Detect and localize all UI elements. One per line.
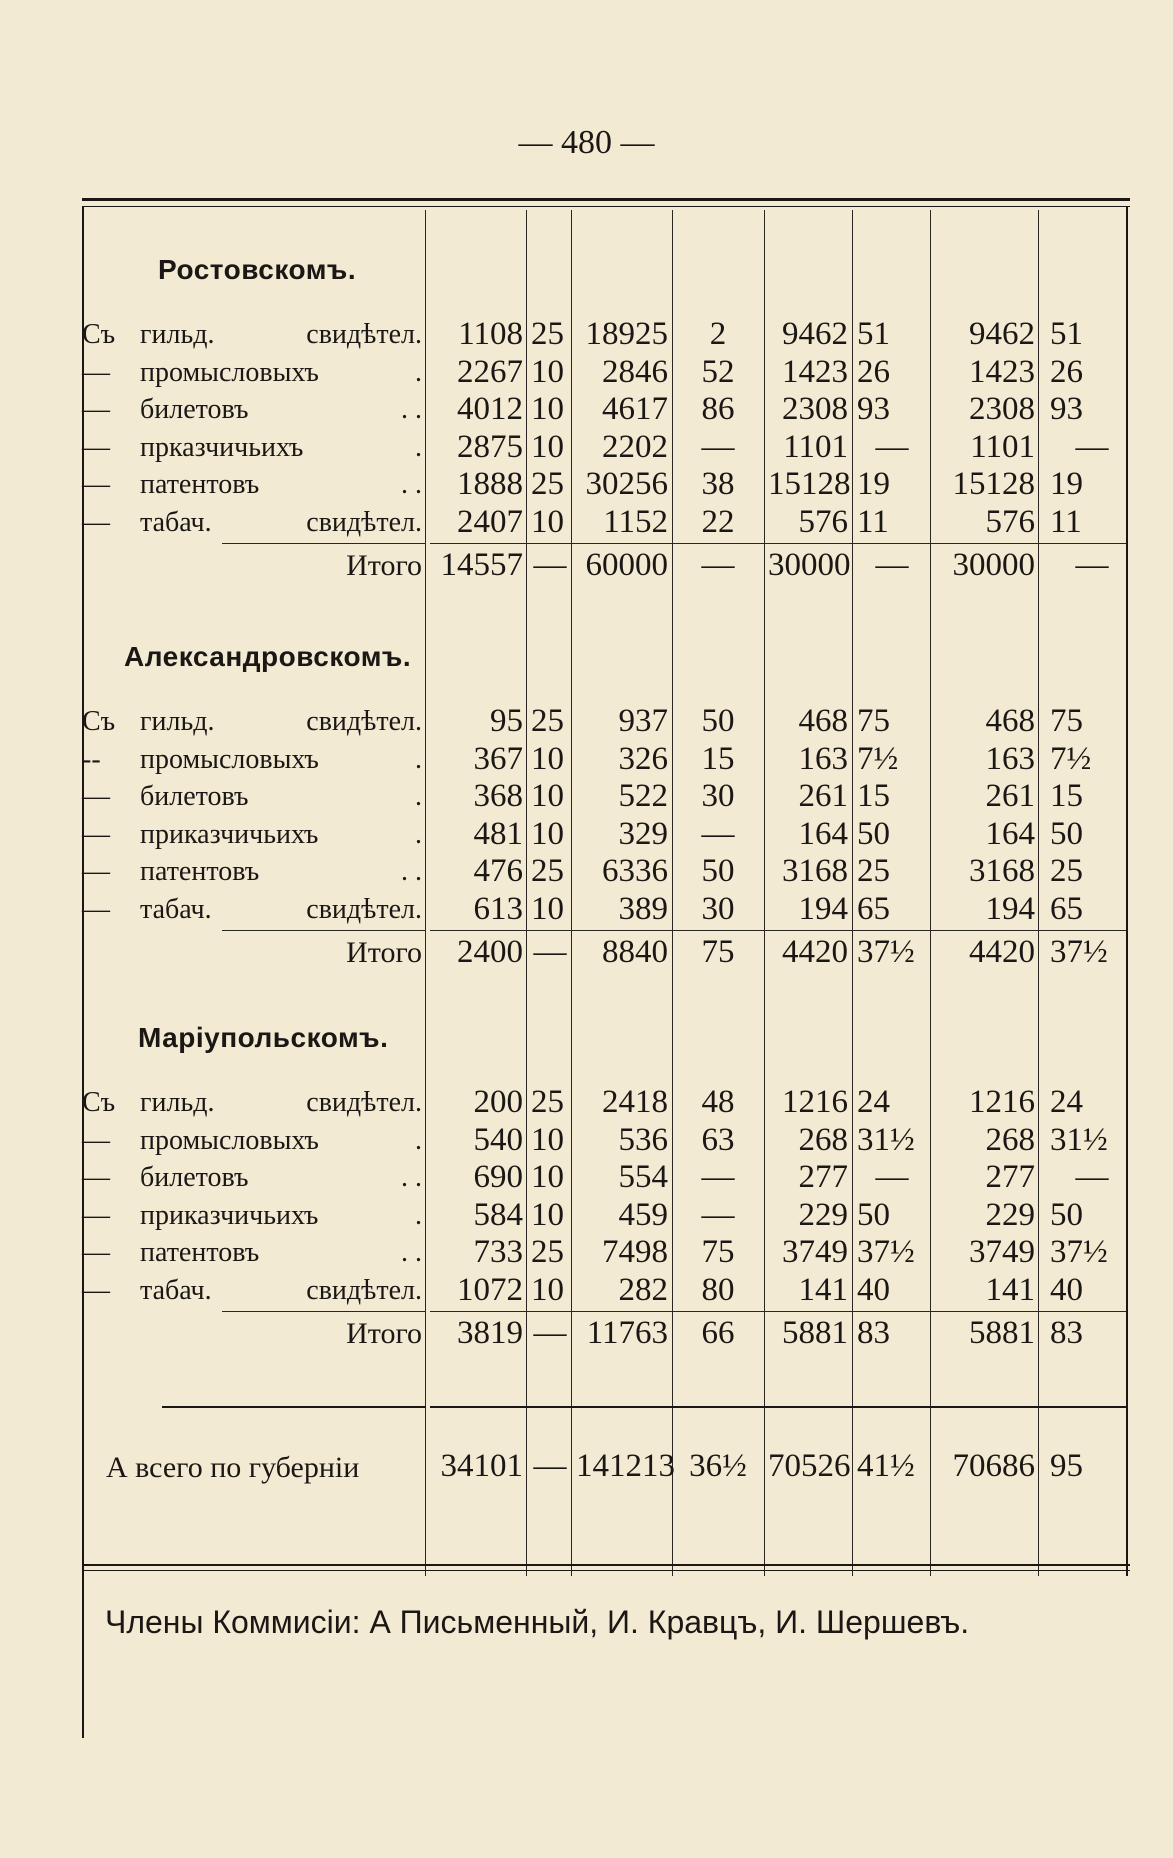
table-cell: 25 [1050,853,1083,889]
table-cell: 389 [618,890,668,927]
table-cell: — [701,1196,735,1233]
total-label: Итого [346,1317,422,1350]
table-cell: 733 [473,1234,523,1270]
table-cell: 10 [531,503,564,540]
table-cell: 25 [531,853,564,889]
table-cell: 163 [985,740,1035,777]
row-label [82,466,422,503]
table-row [82,1159,1130,1196]
total-cell: 8840 [602,934,668,970]
row-label-main: табач. [140,893,212,925]
table-cell: 24 [1050,1084,1083,1120]
row-label-main: гильд. [140,1087,215,1118]
total-cell: — [701,547,735,583]
table-cell: 1152 [603,503,668,540]
table-cell: 10 [531,391,564,427]
table-row [82,1234,1130,1271]
grand-total-value: — [533,1448,567,1484]
table-cell: 576 [985,503,1035,540]
row-label [82,853,422,890]
table-row [82,891,1130,928]
total-cell: — [533,547,567,583]
row-label-dash: — [82,1274,110,1306]
table-cell: 2308 [782,391,848,427]
total-cell: — [875,547,909,583]
table-cell: 9462 [782,316,848,352]
table-row [82,816,1130,853]
total-cell: 11763 [586,1315,668,1351]
table-cell: 1216 [782,1084,848,1120]
table-cell: 468 [798,703,848,739]
row-label-extra: . . [401,1237,422,1268]
row-label-extra: свидѣтел. [306,706,422,737]
total-cell: 2400 [457,934,523,970]
row-label-dash: Съ [82,1087,116,1118]
total-cell: 4420 [969,934,1035,970]
row-label-extra: . . [401,856,422,887]
grand-total-value: 34101 [440,1448,523,1484]
table-cell: 2 [709,316,727,352]
total-cell: 5881 [969,1315,1035,1351]
total-cell: — [533,1315,567,1351]
row-label-dash: — [82,356,110,388]
table-cell: — [875,1159,909,1195]
row-label-extra: . [415,743,422,775]
table-cell: 326 [618,740,668,777]
table-cell: — [701,428,735,465]
table-cell: 1423 [782,353,848,390]
table-cell: 3749 [969,1234,1035,1270]
table-cell: 4012 [457,391,523,427]
table-cell: 52 [701,353,735,390]
table-cell: 4617 [602,391,668,427]
table-cell: 540 [473,1121,523,1158]
table-cell: 329 [618,815,668,852]
table-cell: 481 [473,815,523,852]
total-row [82,934,1130,971]
table-cell: 200 [473,1084,523,1120]
table-cell: 25 [531,1234,564,1270]
row-label-extra: . . [401,1162,422,1193]
table-cell: 10 [531,1121,564,1158]
row-label-main: табач. [140,1274,212,1306]
row-label [82,1159,422,1196]
row-label [82,1084,422,1121]
row-label-main: билетовъ [140,781,249,812]
commission-members: Члены Коммисіи: А Письменный, И. Кравцъ, И. Шершевъ. [105,1604,970,1640]
total-rule-cols [430,543,1126,544]
table-cell: 268 [798,1121,848,1158]
table-cell: 2418 [602,1084,668,1120]
table-cell: 31½ [857,1121,915,1158]
row-label-main: гильд. [140,319,215,350]
table-cell: 25 [531,316,564,352]
table-cell: 229 [798,1196,848,1233]
table-cell: 75 [857,703,890,739]
row-label-main: табач. [140,506,212,538]
table-cell: 38 [701,466,735,502]
top-rule-thin [82,206,1130,207]
top-rule [82,198,1130,201]
total-cell: 83 [1050,1315,1083,1351]
grand-total-value: 95 [1050,1448,1083,1484]
table-cell: 1108 [458,316,523,352]
table-cell: 690 [473,1159,523,1195]
grand-total-value: 70526 [768,1448,851,1484]
table-cell: 3168 [969,853,1035,889]
total-rule [222,1311,426,1312]
total-cell: 5881 [782,1315,848,1351]
row-label-extra: . [415,431,422,463]
row-label [82,1272,422,1309]
row-label-dash: — [82,394,110,425]
table-cell: 10 [531,1196,564,1233]
table-cell: 86 [701,391,735,427]
row-label-extra: . [415,818,422,850]
grand-total-rule [162,1406,426,1408]
row-label-extra: свидѣтел. [306,319,422,350]
row-label [82,316,422,353]
total-cell: 66 [701,1315,735,1351]
table-cell: 10 [531,428,564,465]
table-cell: 1423 [969,353,1035,390]
table-cell: 50 [857,815,890,852]
table-cell: 9462 [969,316,1035,352]
table-cell: 22 [701,503,735,540]
table-cell: — [1075,1159,1109,1195]
table-cell: 1888 [457,466,523,502]
row-label-main: гильд. [140,706,215,737]
table-cell: 51 [857,316,890,352]
table-cell: 25 [531,1084,564,1120]
table-row [82,354,1130,391]
table-cell: 584 [473,1196,523,1233]
table-cell: 554 [618,1159,668,1195]
row-label-main: приказчичьихъ [140,1199,319,1231]
total-label: Итого [346,936,422,969]
row-label-main: патентовъ [140,469,260,500]
row-label-extra: . [415,356,422,388]
table-cell: 75 [701,1234,735,1270]
total-rule-cols [430,930,1126,931]
table-cell: 37½ [1050,1234,1108,1270]
table-cell: 40 [857,1271,890,1308]
row-label-extra: . . [401,469,422,500]
statistics-table [82,198,1130,1738]
total-cell: 14557 [440,547,523,583]
row-label-extra: . . [401,394,422,425]
table-cell: 37½ [857,1234,915,1270]
table-cell: 30 [701,778,735,814]
total-cell: — [533,934,567,970]
row-label-extra: свидѣтел. [306,1274,422,1306]
table-cell: 3749 [782,1234,848,1270]
table-cell: — [875,428,909,465]
table-cell: 1216 [969,1084,1035,1120]
table-cell: 10 [531,890,564,927]
section-title: Александровскомъ. [124,641,412,672]
section-title: Маріупольскомъ. [138,1022,389,1053]
total-cell: 37½ [1050,934,1108,970]
table-cell: 18925 [585,316,668,352]
table-row [82,1272,1130,1309]
row-label-dash: — [82,469,110,500]
table-cell: 19 [857,466,890,502]
table-cell: 7½ [1050,740,1092,777]
row-label-extra: . [415,1124,422,1156]
table-cell: 522 [618,778,668,814]
table-cell: 164 [798,815,848,852]
table-cell: — [701,1159,735,1195]
table-cell: 141 [985,1271,1035,1308]
row-label-extra: . [415,1199,422,1231]
table-cell: 937 [618,703,668,739]
table-cell: 194 [985,890,1035,927]
table-cell: 2202 [602,428,668,465]
total-cell: 83 [857,1315,890,1351]
row-label [82,778,422,815]
row-label [82,891,422,928]
table-cell: 536 [618,1121,668,1158]
row-label-main: билетовъ [140,1162,249,1193]
table-cell: 50 [701,853,735,889]
table-cell: 30 [701,890,735,927]
row-label-main: промысловыхъ [140,356,319,388]
row-label-dash: — [82,1237,110,1268]
table-cell: 6336 [602,853,668,889]
row-label [82,429,422,466]
table-cell: 80 [701,1271,735,1308]
table-cell: 277 [798,1159,848,1195]
table-cell: 10 [531,740,564,777]
table-row [82,316,1130,353]
table-cell: 576 [798,503,848,540]
table-cell: 25 [531,703,564,739]
table-cell: — [1075,428,1109,465]
table-cell: 50 [857,1196,890,1233]
table-cell: 10 [531,1159,564,1195]
total-cell: 75 [701,934,735,970]
row-label-main: промысловыхъ [140,743,319,775]
table-cell: 26 [857,353,890,390]
table-cell: 10 [531,815,564,852]
total-cell: 3819 [457,1315,523,1351]
table-cell: 26 [1050,353,1083,390]
table-cell: 2308 [969,391,1035,427]
row-label-dash: -- [82,743,101,775]
row-label-dash: — [82,1199,110,1231]
table-cell: 50 [1050,1196,1083,1233]
grand-total-value: 141213 [576,1448,675,1484]
total-row [82,547,1130,584]
total-rule [222,543,426,544]
grand-total-label: А всего по губерніи [106,1451,360,1484]
table-cell: 7½ [857,740,899,777]
total-cell: 30000 [768,547,851,583]
grand-total-value: 70686 [952,1448,1035,1484]
table-cell: 164 [985,815,1035,852]
table-cell: 15128 [768,466,851,502]
row-label-main: промысловыхъ [140,1124,319,1156]
table-cell: 10 [531,1271,564,1308]
row-label-dash: — [82,1124,110,1156]
table-cell: 95 [490,703,523,739]
table-cell: 11 [1050,503,1082,540]
table-cell: 459 [618,1196,668,1233]
table-cell: 7498 [602,1234,668,1270]
row-label-dash: — [82,431,110,463]
table-cell: 75 [1050,703,1083,739]
table-row [82,429,1130,466]
table-cell: 15 [701,740,735,777]
table-cell: 50 [701,703,735,739]
table-row [82,853,1130,890]
row-label [82,354,422,391]
row-label [82,1234,422,1271]
table-cell: 93 [1050,391,1083,427]
table-cell: 40 [1050,1271,1083,1308]
total-label: Итого [346,549,422,582]
table-row [82,703,1130,740]
table-row [82,778,1130,815]
table-row [82,504,1130,541]
table-row [82,1084,1130,1121]
bottom-rule-thin [82,1570,1130,1571]
section-title: Ростовскомъ. [158,254,357,285]
table-cell: — [701,815,735,852]
row-label-extra: свидѣтел. [306,506,422,538]
total-cell: 4420 [782,934,848,970]
table-cell: 261 [985,778,1035,814]
row-label-dash: Съ [82,319,116,350]
table-cell: 65 [1050,890,1083,927]
table-cell: 282 [618,1271,668,1308]
table-cell: 65 [857,890,890,927]
row-label-dash: — [82,856,110,887]
row-label-main: патентовъ [140,1237,260,1268]
table-cell: 163 [798,740,848,777]
table-cell: 11 [857,503,889,540]
row-label [82,703,422,740]
table-cell: 51 [1050,316,1083,352]
table-cell: 368 [473,778,523,814]
row-label [82,741,422,778]
table-cell: 2267 [457,353,523,390]
table-cell: 50 [1050,815,1083,852]
row-label-dash: — [82,506,110,538]
table-cell: 19 [1050,466,1083,502]
table-cell: 15 [1050,778,1083,814]
bottom-rule [82,1564,1130,1566]
page-number: — 480 — [518,124,655,161]
table-row [82,391,1130,428]
table-cell: 476 [473,853,523,889]
table-cell: 141 [798,1271,848,1308]
table-cell: 2407 [457,503,523,540]
grand-total-value: 36½ [689,1448,747,1484]
table-cell: 48 [701,1084,735,1120]
total-rule [222,930,426,931]
table-cell: 63 [701,1121,735,1158]
row-label-main: прказчичьихъ [140,431,304,463]
total-cell: 37½ [857,934,915,970]
row-label-main: билетовъ [140,394,249,425]
row-label-extra: свидѣтел. [306,1087,422,1118]
row-label-dash: — [82,781,110,812]
row-label [82,391,422,428]
grand-total-value: 41½ [857,1448,915,1484]
table-cell: 613 [473,890,523,927]
row-label-extra: свидѣтел. [306,893,422,925]
table-cell: 24 [857,1084,890,1120]
table-cell: 268 [985,1121,1035,1158]
table-cell: 15128 [952,466,1035,502]
table-cell: 10 [531,778,564,814]
row-label [82,504,422,541]
table-cell: 468 [985,703,1035,739]
table-cell: 30256 [585,466,668,502]
total-cell: 60000 [585,547,668,583]
row-label [82,1122,422,1159]
table-cell: 261 [798,778,848,814]
table-cell: 1101 [970,428,1035,465]
table-row [82,1197,1130,1234]
table-cell: 31½ [1050,1121,1108,1158]
table-row [82,466,1130,503]
table-cell: 25 [531,466,564,502]
table-cell: 1101 [783,428,848,465]
row-label-dash: — [82,1162,110,1193]
table-cell: 2846 [602,353,668,390]
table-cell: 15 [857,778,890,814]
row-label-dash: — [82,893,110,925]
table-cell: 10 [531,353,564,390]
total-cell: — [1075,547,1109,583]
row-label-dash: Съ [82,706,116,737]
table-cell: 93 [857,391,890,427]
total-cell: 30000 [952,547,1035,583]
table-cell: 229 [985,1196,1035,1233]
table-row [82,1122,1130,1159]
row-label-main: патентовъ [140,856,260,887]
row-label [82,1197,422,1234]
grand-total-row [82,1448,1130,1488]
row-label-main: приказчичьихъ [140,818,319,850]
table-row [82,741,1130,778]
table-cell: 2875 [457,428,523,465]
grand-total-rule-cols [430,1406,1126,1408]
total-rule-cols [430,1311,1126,1312]
table-cell: 25 [857,853,890,889]
row-label [82,816,422,853]
row-label-dash: — [82,818,110,850]
row-label-extra: . [415,781,422,812]
total-row [82,1315,1130,1352]
table-cell: 1072 [457,1271,523,1308]
table-cell: 367 [473,740,523,777]
table-cell: 3168 [782,853,848,889]
table-cell: 194 [798,890,848,927]
table-cell: 277 [985,1159,1035,1195]
